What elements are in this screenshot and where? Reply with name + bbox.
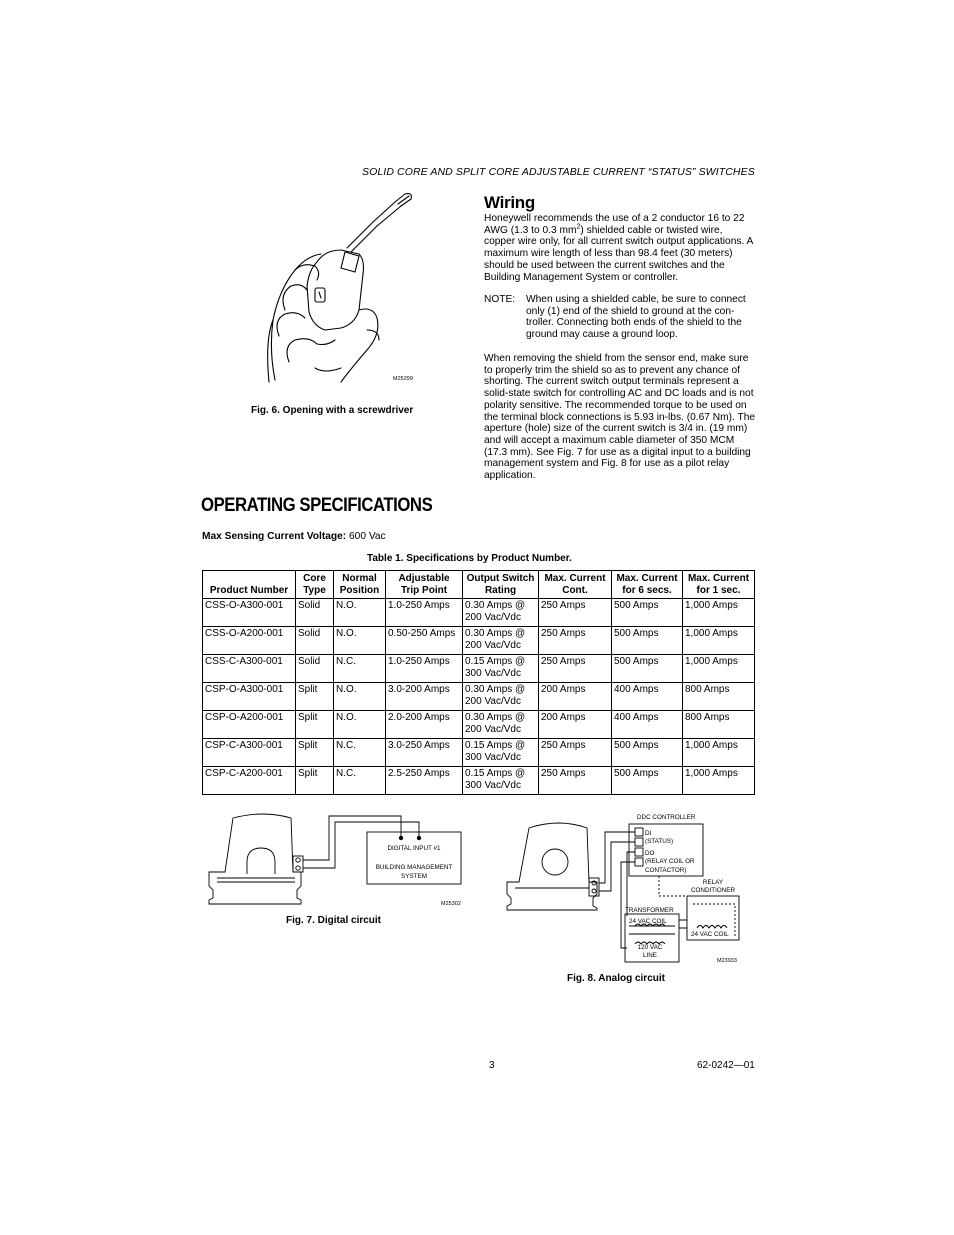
note-label: NOTE: (484, 294, 516, 305)
cell: 500 Amps (612, 655, 683, 683)
fig7-caption: Fig. 7. Digital circuit (286, 915, 382, 926)
fig8-line1-label: 120 VAC (637, 944, 663, 951)
cell: 200 Amps (539, 683, 612, 711)
cell: N.C. (334, 767, 386, 795)
cell: 1,000 Amps (683, 767, 755, 795)
fig8-code: M23933 (717, 958, 737, 964)
cell: 500 Amps (612, 767, 683, 795)
specifications-table (202, 570, 755, 795)
cell: 250 Amps (539, 627, 612, 655)
operating-heading: OPERATING SPECIFICATIONS (201, 495, 433, 516)
fig8-diagram (505, 808, 750, 968)
cell: N.C. (334, 655, 386, 683)
cell: Solid (296, 599, 334, 627)
fig8-coil1-label: 24 VAC COIL (629, 918, 667, 925)
cell: 800 Amps (683, 683, 755, 711)
col-header: Product Number (203, 571, 296, 599)
document-number: 62-0242—01 (697, 1060, 755, 1071)
table-row (203, 655, 755, 683)
fig7-box-line1: DIGITAL INPUT #1 (387, 845, 441, 852)
fig7-box-line3: SYSTEM (401, 873, 427, 880)
cell: Solid (296, 655, 334, 683)
fig8-contactor-label: CONTACTOR) (645, 867, 687, 874)
cell: 2.5-250 Amps (386, 767, 463, 795)
cell: N.O. (334, 599, 386, 627)
cell: CSP-C-A300-001 (203, 739, 296, 767)
fig8-relay-coil-label: (RELAY COIL OR (645, 858, 695, 865)
cell: CSS-O-A300-001 (203, 599, 296, 627)
cell: 800 Amps (683, 711, 755, 739)
cell: 250 Amps (539, 739, 612, 767)
wiring-paragraph-2: When removing the shield from the sensor end, make sure to properly trim the shield so as to prevent any chance of shorting. The current switch output terminals represent a solid-state switch for controlling AC and DC loads and is not polarity sensitive. The recommended torque to be used on the terminal block connections is 5.93 in-lbs. (0.67 Nm). The aperture (hole) size of the current switch is 3/4 in. (19 mm) and will accept a maximum cable diameter of 350 MCM (17.3 mm). See Fig. 7 for use as a digital input to a building management system and Fig. 8 for use as a pilot relay application. (484, 353, 756, 482)
col-header: Max. Current for 1 sec. (683, 571, 755, 599)
cell: 1.0-250 Amps (386, 655, 463, 683)
cell: 0.15 Amps @ 300 Vac/Vdc (463, 767, 539, 795)
wiring-paragraph-1: Honeywell recommends the use of a 2 conductor 16 to 22 AWG (1.3 to 0.3 $mm^2$) shielded cable or twisted wire, copper wire only, for all current switch output applications. A maximum wire length of less than 98.4 feet (30 meters) should be used between the current switches and the Building Management System or controller. (484, 213, 753, 283)
table-row (203, 711, 755, 739)
cell: Solid (296, 627, 334, 655)
fig7-diagram (205, 808, 470, 913)
cell: 2.0-200 Amps (386, 711, 463, 739)
cell: N.O. (334, 627, 386, 655)
cell: 500 Amps (612, 739, 683, 767)
fig8-line2-label: LINE (643, 952, 657, 959)
cell: N.C. (334, 739, 386, 767)
fig8-conditioner-label: CONDITIONER (690, 887, 736, 894)
cell: CSS-C-A300-001 (203, 655, 296, 683)
fig8-coil2-label: 24 VAC COIL (691, 931, 729, 938)
fig7-box-line2: BUILDING MANAGEMENT (375, 864, 453, 871)
cell: 0.15 Amps @ 300 Vac/Vdc (463, 655, 539, 683)
table-row (203, 599, 755, 627)
col-header: Adjustable Trip Point (386, 571, 463, 599)
fig7-code: M25302 (441, 901, 461, 907)
cell: CSP-C-A200-001 (203, 767, 296, 795)
cell: 0.30 Amps @ 200 Vac/Vdc (463, 627, 539, 655)
fig8-do-label: DO (645, 850, 655, 857)
cell: CSP-O-A200-001 (203, 711, 296, 739)
col-header: Max. Current for 6 secs. (612, 571, 683, 599)
running-header: SOLID CORE AND SPLIT CORE ADJUSTABLE CURRENT “STATUS” SWITCHES (362, 166, 755, 178)
max-sensing-voltage: Max Sensing Current Voltage: 600 Vac (202, 531, 386, 542)
col-header: Core Type (296, 571, 334, 599)
cell: 1,000 Amps (683, 599, 755, 627)
fig6-caption: Fig. 6. Opening with a screwdriver (251, 405, 414, 416)
table-header-row (203, 571, 755, 599)
table-row (203, 627, 755, 655)
col-header: Normal Position (334, 571, 386, 599)
cell: 200 Amps (539, 711, 612, 739)
page-number: 3 (489, 1060, 495, 1071)
col-header: Output Switch Rating (463, 571, 539, 599)
table-title: Table 1. Specifications by Product Number. (367, 553, 572, 564)
fig8-di-label: DI (645, 830, 652, 837)
fig6-illustration (255, 190, 440, 390)
cell: 3.0-200 Amps (386, 683, 463, 711)
cell: N.O. (334, 711, 386, 739)
note-text: When using a shielded cable, be sure to connect only (1) end of the shield to ground at the con-troller. Connecting both ends of the shield to the ground may cause a ground loop. (526, 294, 746, 341)
cell: 400 Amps (612, 711, 683, 739)
cell: 1,000 Amps (683, 627, 755, 655)
cell: Split (296, 739, 334, 767)
wiring-heading: Wiring (484, 193, 535, 212)
cell: 500 Amps (612, 599, 683, 627)
cell: N.O. (334, 683, 386, 711)
cell: 0.30 Amps @ 200 Vac/Vdc (463, 599, 539, 627)
cell: 0.15 Amps @ 300 Vac/Vdc (463, 739, 539, 767)
cell: 250 Amps (539, 767, 612, 795)
fig8-status-label: (STATUS) (645, 838, 674, 845)
table-row (203, 739, 755, 767)
cell: Split (296, 683, 334, 711)
col-header: Max. Current Cont. (539, 571, 612, 599)
cell: 250 Amps (539, 655, 612, 683)
cell: 500 Amps (612, 627, 683, 655)
cell: 0.30 Amps @ 200 Vac/Vdc (463, 711, 539, 739)
cell: Split (296, 711, 334, 739)
fig8-transformer-label: TRANSFORMER (625, 907, 674, 914)
cell: Split (296, 767, 334, 795)
cell: 0.30 Amps @ 200 Vac/Vdc (463, 683, 539, 711)
cell: 1.0-250 Amps (386, 599, 463, 627)
cell: 1,000 Amps (683, 739, 755, 767)
fig8-relay-label: RELAY (702, 879, 724, 886)
table-row (203, 683, 755, 711)
fig6-code: M25299 (393, 376, 413, 382)
table-row (203, 767, 755, 795)
cell: 400 Amps (612, 683, 683, 711)
fig8-ddc-label: DDC CONTROLLER (637, 814, 696, 821)
cell: 250 Amps (539, 599, 612, 627)
cell: CSP-O-A300-001 (203, 683, 296, 711)
cell: 1,000 Amps (683, 655, 755, 683)
cell: 3.0-250 Amps (386, 739, 463, 767)
cell: 0.50-250 Amps (386, 627, 463, 655)
cell: CSS-O-A200-001 (203, 627, 296, 655)
fig8-caption: Fig. 8. Analog circuit (567, 973, 665, 984)
